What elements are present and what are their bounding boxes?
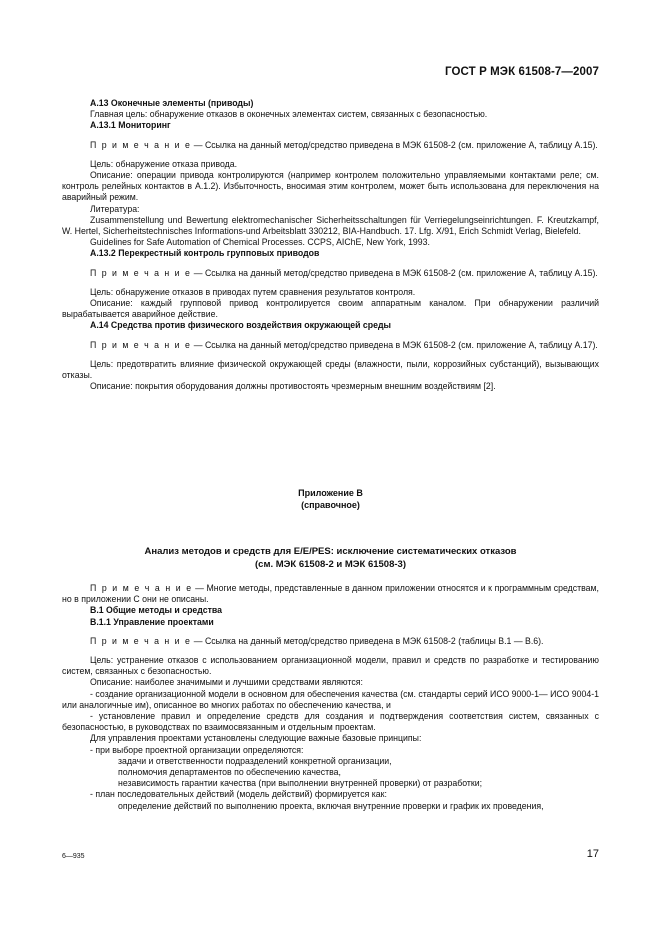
b11-description: Описание: наиболее значимыми и лучшими средствами являются: xyxy=(90,677,363,688)
section-a13-aim: Главная цель: обнаружение отказов в оконечных элементах систем, связанных с безопасностью. xyxy=(90,109,488,120)
note-text: — Ссылка на данный метод/средство приведена в МЭК 61508-2 (см. приложение А, таблицу А.15). xyxy=(191,267,598,278)
b11-choice-3: независимость гарантии качества (при выполнении внутренней проверки) от разработки; xyxy=(118,778,483,789)
note-b11 xyxy=(62,636,599,647)
section-a131-title: А.13.1 Мониторинг xyxy=(90,120,171,131)
b11-item-1: - создание организационной модели в основном для обеспечения качества (см. стандарты серий ИСО 9000-1— ИСО 9004-1 или аналогичные им), описанное во многих работах по обеспечению качества, и xyxy=(62,688,600,710)
b11-choice-2: полномочия департаментов по обеспечению качества, xyxy=(118,767,341,778)
header-standard: ГОСТ Р МЭК 61508-7—2007 xyxy=(445,66,599,78)
note-a14 xyxy=(62,340,599,351)
a131-literature-2: Guidelines for Safe Automation of Chemical Processes. CCPS, AIChE, New York, 1993. xyxy=(90,237,430,248)
section-a13-a14 xyxy=(62,98,599,392)
appendix-body xyxy=(62,583,599,812)
note-a131 xyxy=(62,140,599,151)
note-text: — Ссылка на данный метод/средство приведена в МЭК 61508-2 (таблицы В.1 — В.6). xyxy=(191,635,544,646)
appendix-kind: (справочное) xyxy=(301,500,360,510)
note-label: П р и м е ч а н и е xyxy=(90,139,192,150)
b11-item-2: - установление правил и определение средств для создания и подтверждения соответствия систем, связанных с безопасностью, в руководствах по взаимосвязанным и отдельным проектам. xyxy=(62,711,599,733)
section-a14-title: А.14 Средства против физического воздействия окружающей среды xyxy=(90,320,392,331)
a14-description: Описание: покрытия оборудования должны противостоять чрезмерным внешним воздействиям [2]. xyxy=(90,381,496,392)
a131-goal: Цель: обнаружение отказа привода. xyxy=(90,158,238,169)
b11-principles: Для управления проектами установлены следующие важные базовые принципы: xyxy=(90,733,422,744)
note-label: П р и м е ч а н и е xyxy=(90,267,192,278)
note-label: П р и м е ч а н и е xyxy=(90,583,193,593)
a131-literature-1: Zusammenstellung und Bewertung elektromechanischer Sicherheitsschaltungen für Verriegelungseinrichtungen. F. Kreutzkampf, W. Hertel, Sicherheitstechnisches Informations-und Arbeitsblatt 330212, BIA-Handbuch. 17. Lfg. X/91, Erich Schmidt Verlag, Bielefeld. xyxy=(62,214,599,237)
appendix-title xyxy=(62,546,599,571)
appendix-heading xyxy=(62,487,599,511)
note-text: — Ссылка на данный метод/средство приведена в МЭК 61508-2 (см. приложение А, таблицу А.17). xyxy=(191,339,598,350)
page-number: 17 xyxy=(586,848,599,860)
a14-goal: Цель: предотвратить влияние физической окружающей среды (влажности, пыли, коррозийных субстанций), вызывающих отказы. xyxy=(62,358,599,381)
appendix-title-line2: (см. МЭК 61508-2 и МЭК 61508-3) xyxy=(255,558,406,570)
a131-description: Описание: операции привода контролируются (например контролем положительно управляемыми контактами реле; см. контроль релейных контактов в А.1.2). Избыточность, вносимая этим контролем, может быть использована для переключения на аварийный режим. xyxy=(62,170,599,203)
b11-plan-1: определение действий по выполнению проекта, включая внутренние проверки и график их проведения, xyxy=(118,800,544,811)
note-a132 xyxy=(62,268,599,279)
a131-literature-label: Литература: xyxy=(90,203,140,214)
note-label: П р и м е ч а н и е xyxy=(90,339,192,350)
b11-goal: Цель: устранение отказов с использованием организационной модели, правил и средств по разработке и тестированию систем, связанных с безопасностью. xyxy=(62,655,599,677)
b11-choice-1: задачи и ответственности подразделений конкретной организации, xyxy=(118,755,392,766)
b11-plan: - план последовательных действий (модель действий) формируется как: xyxy=(90,789,387,800)
a132-goal: Цель: обнаружение отказов в приводах путем сравнения результатов контроля. xyxy=(90,286,416,297)
b11-choice: - при выборе проектной организации определяются: xyxy=(90,744,304,755)
section-a132-title: А.13.2 Перекрестный контроль групповых приводов xyxy=(90,248,320,259)
appendix-title-line1: Анализ методов и средств для E/E/PES: исключение систематических отказов xyxy=(144,546,517,557)
note-label: П р и м е ч а н и е xyxy=(90,635,192,646)
note-text: — Многие методы, представленные в данном приложении относятся и к программным средствам, но в приложении С они не описаны. xyxy=(62,583,599,605)
note-text: — Ссылка на данный метод/средство приведена в МЭК 61508-2 (см. приложение А, таблицу А.15). xyxy=(191,139,598,150)
section-a13-title: А.13 Оконечные элементы (приводы) xyxy=(90,98,254,108)
footer-print-code: 6—935 xyxy=(62,853,85,860)
section-b11-title: В.1.1 Управление проектами xyxy=(90,616,214,627)
appendix-label: Приложение В xyxy=(298,488,363,498)
section-b1-title: В.1 Общие методы и средства xyxy=(90,605,223,616)
a132-description: Описание: каждый групповой привод контролируется своим аппаратным каналом. При обнаружении различий вырабатывается аварийное действие. xyxy=(62,298,599,320)
appendix-intro-note xyxy=(62,583,599,605)
